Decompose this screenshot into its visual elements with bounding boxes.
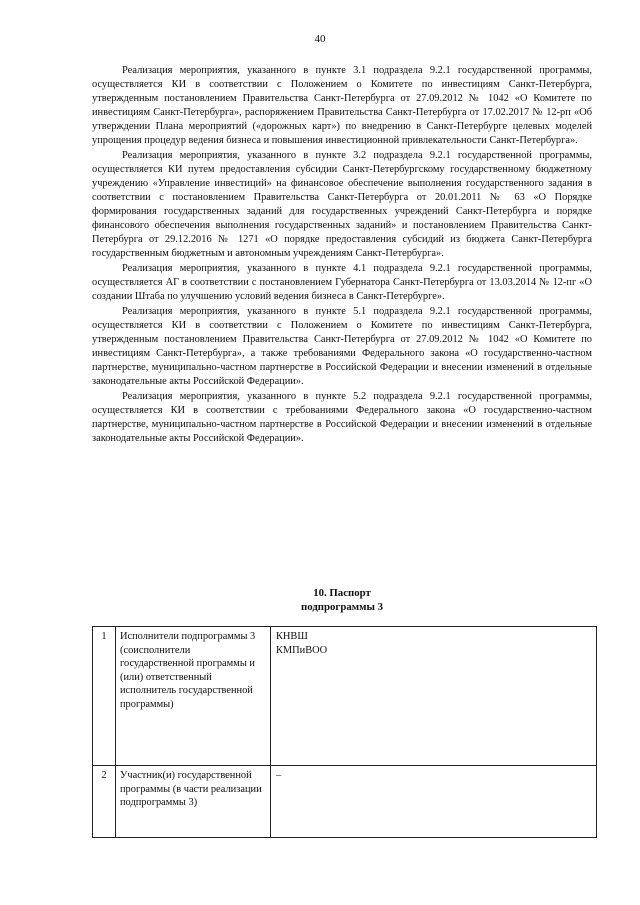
passport-table: [92, 626, 597, 838]
paragraph-3: Реализация мероприятия, указанного в пункте 4.1 подраздела 9.2.1 государственной программы, осуществляется АГ в соответствии с постановлением Губернатора Санкт-Петербурга от 13.03.2014 № 12-пг «О создании Штаба по улучшению условий ведения бизнеса в Санкт-Петербурге».: [92, 263, 592, 302]
paragraph-4: Реализация мероприятия, указанного в пункте 5.1 подраздела 9.2.1 государственной программы, осуществляется КИ в соответствии с Положением о Комитете по инвестициям Санкт-Петербурга, утвержденным постановлением Правительства Санкт-Петербурга от 27.09.2012 № 1042 «О Комитете по инвестициям Санкт-Петербурга», а также требованиями Федерального закона «О государственно-частном партнерстве, муниципально-частном партнерстве в Российской Федерации и внесении изменений в отдельные законодательные акты Российской Федерации».: [92, 306, 592, 387]
section-heading-line-1: 10. Паспорт: [313, 587, 371, 599]
value-line: –: [276, 770, 282, 781]
value-line: КНВШ: [276, 631, 308, 642]
row-value: [271, 766, 597, 838]
table-row: [93, 627, 597, 766]
row-value: [271, 627, 597, 766]
value-line: КМПиВОО: [276, 644, 328, 656]
table-row: [93, 766, 597, 838]
paragraph-5: Реализация мероприятия, указанного в пункте 5.2 подраздела 9.2.1 государственной программы, осуществляется КИ в соответствии с требованиями Федерального закона «О государственно-частном партнерстве, муниципально-частном партнерстве в Российской Федерации и внесении изменений в отдельные законодательные акты Российской Федерации».: [92, 391, 592, 444]
row-label: Участник(и) государственной программы (в части реализации подпрограммы 3): [116, 766, 271, 838]
paragraph-1: Реализация мероприятия, указанного в пункте 3.1 подраздела 9.2.1 государственной программы, осуществляется КИ в соответствии с Положением о Комитете по инвестициям Санкт-Петербурга, утвержденным постановлением Правительства Санкт-Петербурга от 27.09.2012 № 1042 «О Комитете по инвестициям Санкт-Петербурга», распоряжением Правительства Санкт-Петербурга от 17.02.2017 № 12-рп «Об утверждении Плана мероприятий («дорожных карт») по внедрению в Санкт-Петербурге целевых моделей упрощения процедур ведения бизнеса и повышения инвестиционной привлекательности Санкт-Петербурга».: [92, 65, 592, 146]
section-heading: [92, 586, 592, 614]
row-label: Исполнители подпрограммы 3 (соисполнители государственной программы и (или) ответственный исполнитель государственной программы): [116, 627, 271, 766]
page-number: 40: [314, 33, 326, 45]
section-heading-line-2: подпрограммы 3: [301, 601, 383, 613]
paragraph-2: Реализация мероприятия, указанного в пункте 3.2 подраздела 9.2.1 государственной программы, осуществляется КИ путем предоставления субсидии Санкт-Петербургскому государственному бюджетному учреждению «Управление инвестиций» на финансовое обеспечение выполнения государственного задания в соответствии с постановлением Правительства Санкт-Петербурга от 20.01.2011 № 63 «О Порядке формирования государственных заданий для государственных учреждений Санкт-Петербурга и порядке финансового обеспечения выполнения государственных заданий» и постановлением Правительства Санкт-Петербурга от 29.12.2016 № 1271 «О порядке предоставления субсидий из бюджета Санкт-Петербурга государственным бюджетным и автономным учреждениям Санкт-Петербурга».: [92, 150, 592, 259]
body-text: [92, 64, 592, 447]
row-number: 1: [93, 627, 116, 766]
row-number: 2: [93, 766, 116, 838]
